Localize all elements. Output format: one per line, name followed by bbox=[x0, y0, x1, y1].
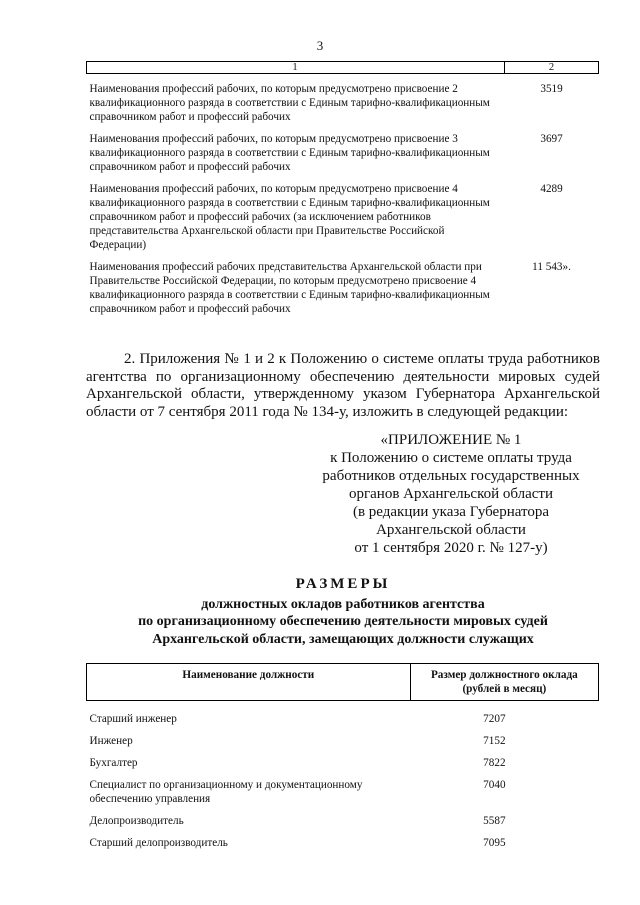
profession-name: Наименования профессий рабочих, по которым предусмотрено присвоение 4 квалификационного разряда в соответствии с Единым тарифно-квалификационным справочником работ и профессий рабочих (за исключением работников представительства Архангельской области при Правительстве Российской Федерации) bbox=[89, 183, 490, 251]
table-row bbox=[87, 174, 599, 252]
salary-value: 7822 bbox=[483, 757, 506, 769]
table-row bbox=[87, 701, 599, 727]
rate-value: 3697 bbox=[540, 133, 563, 145]
appendix-line: «ПРИЛОЖЕНИЕ № 1 bbox=[380, 432, 522, 448]
section-heading bbox=[86, 576, 600, 648]
appendix-line: к Положению о системе оплаты труда bbox=[330, 450, 572, 466]
appendix-line: от 1 сентября 2020 г. № 127-у) bbox=[354, 540, 548, 556]
table-row bbox=[87, 806, 599, 828]
table-row bbox=[87, 726, 599, 748]
amendment-paragraph-text: 2. Приложения № 1 и 2 к Положению о системе оплаты труда работников агентства по организационному обеспечению деятельности мировых судей Архангельской области, утвержденному указом Губернатора Архангельской области от 7 сентября 2011 года № 134-у, изложить в следующей редакции: bbox=[86, 351, 600, 420]
column-number-2: 2 bbox=[505, 62, 599, 74]
salary-table bbox=[86, 663, 599, 850]
heading-title: РАЗМЕРЫ bbox=[295, 576, 391, 592]
profession-name: Наименования профессий рабочих представительства Архангельской области при Правительстве Российской Федерации, по которым предусмотрено присвоение 4 квалификационного разряда в соответствии с Единым тарифно-квалификационным справочником работ и профессий рабочих bbox=[89, 261, 490, 315]
appendix-header bbox=[315, 431, 587, 557]
appendix-line: работников отдельных государственных bbox=[322, 468, 580, 484]
rate-value: 11 543». bbox=[532, 261, 571, 273]
appendix-line: (в редакции указа Губернатора bbox=[352, 504, 550, 520]
profession-name: Наименования профессий рабочих, по которым предусмотрено присвоение 3 квалификационного разряда в соответствии с Единым тарифно-квалификационным справочником работ и профессий рабочих bbox=[89, 133, 490, 173]
table-row bbox=[87, 124, 599, 174]
salary-value: 7040 bbox=[483, 779, 506, 791]
heading-line: должностных окладов работников агентства bbox=[201, 596, 485, 612]
rate-value: 3519 bbox=[540, 83, 563, 95]
salary-value: 5587 bbox=[483, 815, 506, 827]
salary-table-header bbox=[87, 664, 599, 701]
table-row bbox=[87, 748, 599, 770]
table-row bbox=[87, 74, 599, 125]
salary-value: 7152 bbox=[483, 735, 506, 747]
profession-name: Наименования профессий рабочих, по которым предусмотрено присвоение 2 квалификационного разряда в соответствии с Единым тарифно-квалификационным справочником работ и профессий рабочих bbox=[89, 83, 490, 123]
table-row bbox=[87, 770, 599, 806]
header-position-name: Наименование должности bbox=[87, 664, 411, 701]
amendment-paragraph bbox=[86, 351, 600, 421]
table-row bbox=[87, 252, 599, 316]
heading-line: по организационному обеспечению деятельности мировых судей bbox=[138, 614, 548, 629]
position-name: Бухгалтер bbox=[89, 757, 138, 769]
position-name: Делопроизводитель bbox=[89, 815, 184, 827]
header-salary-size: Размер должностного оклада (рублей в месяц) bbox=[410, 664, 598, 701]
salary-value: 7095 bbox=[483, 837, 506, 849]
appendix-line: органов Архангельской области bbox=[348, 486, 554, 502]
profession-rates-table bbox=[86, 61, 599, 316]
position-name: Старший делопроизводитель bbox=[89, 837, 228, 849]
table-row bbox=[87, 828, 599, 850]
position-name: Специалист по организационному и документационному обеспечению управления bbox=[89, 779, 363, 805]
rate-value: 4289 bbox=[540, 183, 563, 195]
table-column-numbers-row bbox=[87, 62, 599, 74]
column-number-1: 1 bbox=[87, 62, 505, 74]
salary-value: 7207 bbox=[483, 713, 506, 725]
page-number: 3 bbox=[316, 38, 324, 53]
heading-line: Архангельской области, замещающих должности служащих bbox=[152, 631, 534, 647]
appendix-line: Архангельской области bbox=[376, 522, 526, 538]
position-name: Инженер bbox=[89, 735, 133, 747]
position-name: Старший инженер bbox=[89, 713, 177, 725]
